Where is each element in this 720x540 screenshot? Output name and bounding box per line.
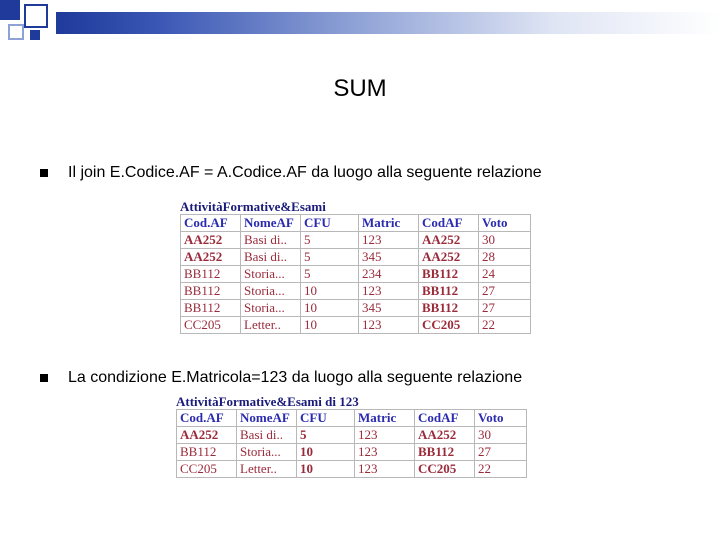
table-cell: 5 [301,266,359,283]
table-cell: Basi di.. [241,232,301,249]
header-cell: NomeAF [237,410,297,427]
header-cell: CodAF [415,410,475,427]
table-cell: 27 [475,444,527,461]
table-cell: BB112 [181,266,241,283]
table-cell: AA252 [177,427,237,444]
decor-square-4 [30,30,40,40]
table-cell: 123 [355,444,415,461]
header-cell: Matric [355,410,415,427]
table-cell: 10 [297,461,355,478]
header-cell: NomeAF [241,215,301,232]
bullet-text: La condizione E.Matricola=123 da luogo alla seguente relazione [68,369,523,386]
table-cell: AA252 [415,427,475,444]
table-cell: Storia... [241,266,301,283]
table-cell: Letter.. [237,461,297,478]
header-cell: Cod.AF [177,410,237,427]
bullet-join [40,164,542,182]
table-row [181,317,531,334]
table-cell: AA252 [181,232,241,249]
table-cell: BB112 [181,283,241,300]
table-cell: 5 [301,232,359,249]
header-cell: Cod.AF [181,215,241,232]
table-cell: Letter.. [241,317,301,334]
relation-table-selection [176,395,527,478]
table-cell: 123 [359,232,419,249]
table-cell: 345 [359,249,419,266]
header-cell: Matric [359,215,419,232]
table-row [181,266,531,283]
table-cell: 123 [355,461,415,478]
header-cell: CFU [301,215,359,232]
table-row [177,444,527,461]
table-cell: 30 [479,232,531,249]
table-header-row [181,215,531,232]
table-row [177,461,527,478]
header-cell: CFU [297,410,355,427]
table-cell: 22 [475,461,527,478]
bullet-square-icon [40,169,48,177]
table-row [181,232,531,249]
table-cell: AA252 [181,249,241,266]
table-cell: 5 [301,249,359,266]
table-cell: 10 [301,317,359,334]
table-caption: AttivitàFormative&Esami [180,199,326,214]
table-cell: 345 [359,300,419,317]
bullet-condition [40,369,522,387]
table-cell: Basi di.. [241,249,301,266]
decor-square-3 [8,24,24,40]
decorative-header-band [0,0,720,50]
bullet-text: Il join E.Codice.AF = A.Codice.AF da luogo alla seguente relazione [68,164,542,181]
selection-table [176,409,527,478]
decor-square-1 [0,0,20,20]
bullet-square-icon [40,374,48,382]
table-cell: 24 [479,266,531,283]
table-cell: Storia... [237,444,297,461]
table-cell: 10 [301,283,359,300]
table-row [177,427,527,444]
table-cell: BB112 [419,266,479,283]
table-cell: 27 [479,283,531,300]
table-cell: CC205 [181,317,241,334]
table-cell: Basi di.. [237,427,297,444]
table-cell: Storia... [241,283,301,300]
relation-table-join [180,200,531,334]
table-cell: BB112 [177,444,237,461]
table-row [181,283,531,300]
table-row [181,300,531,317]
table-header-row [177,410,527,427]
table-cell: CC205 [177,461,237,478]
table-cell: 123 [359,317,419,334]
table-row [181,249,531,266]
table-cell: 234 [359,266,419,283]
table-cell: 123 [355,427,415,444]
table-cell: Storia... [241,300,301,317]
table-cell: BB112 [419,300,479,317]
decor-square-2 [24,4,48,28]
table-cell: BB112 [419,283,479,300]
table-cell: 30 [475,427,527,444]
table-cell: 27 [479,300,531,317]
table-cell: 28 [479,249,531,266]
table-cell: BB112 [415,444,475,461]
table-cell: AA252 [419,232,479,249]
table-cell: 5 [297,427,355,444]
header-cell: Voto [479,215,531,232]
header-cell: Voto [475,410,527,427]
join-table [180,214,531,334]
table-cell: 123 [359,283,419,300]
table-cell: AA252 [419,249,479,266]
table-caption: AttivitàFormative&Esami di 123 [176,394,359,409]
table-cell: 10 [301,300,359,317]
table-cell: 22 [479,317,531,334]
header-cell: CodAF [419,215,479,232]
table-cell: CC205 [419,317,479,334]
table-cell: CC205 [415,461,475,478]
table-cell: BB112 [181,300,241,317]
slide-title: SUM [333,75,387,102]
table-cell: 10 [297,444,355,461]
header-gradient-bar [56,12,720,34]
